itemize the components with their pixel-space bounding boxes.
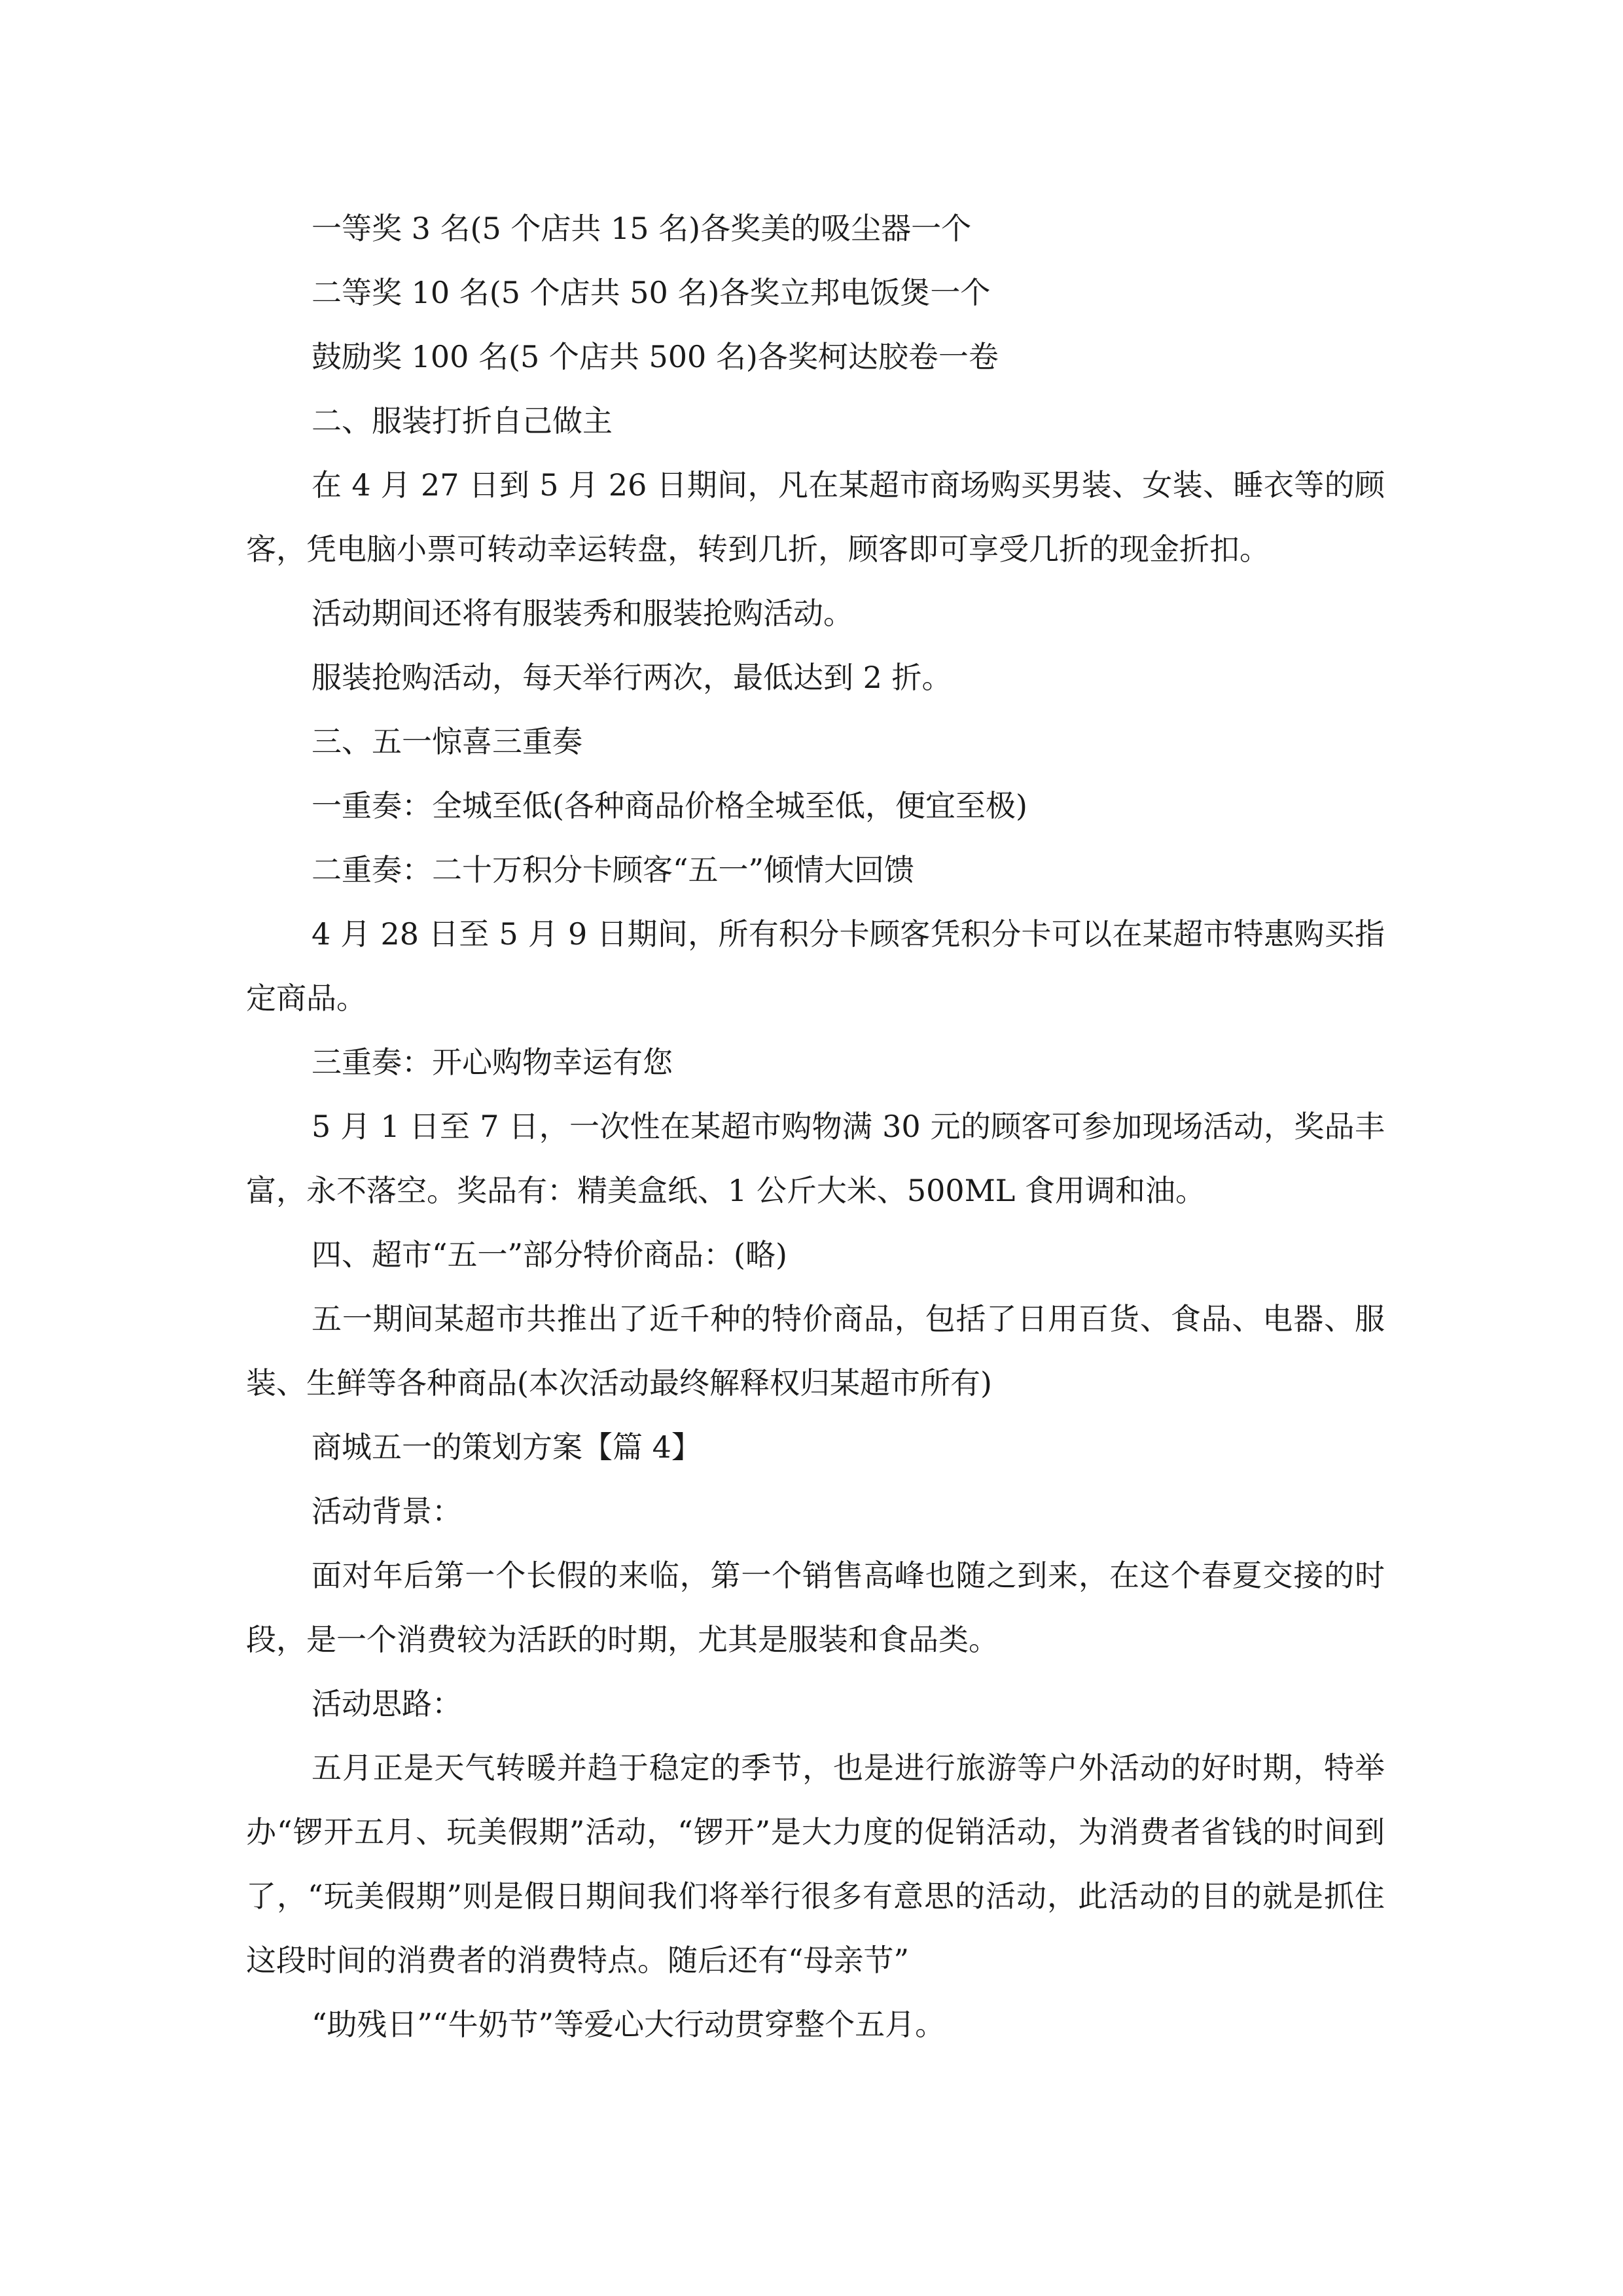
heading-approach: 活动思路：: [312, 1686, 462, 1721]
section-heading-triple-surprise: 三、五一惊喜三重奏: [312, 724, 582, 759]
prize-first: 一等奖 3 名(5 个店共 15 名)各奖美的吸尘器一个: [312, 211, 972, 246]
paragraph-may-events: “助残日”“牛奶节”等爱心大行动贯穿整个五月。: [312, 2007, 946, 2042]
paragraph-second-movement: 二重奏：二十万积分卡顾客“五一”倾情大回馈: [312, 852, 915, 888]
section-heading-clothing-discount: 二、服装打折自己做主: [312, 403, 613, 439]
paragraph-approach: 五月正是天气转暖并趋于稳定的季节，也是进行旅游等户外活动的好时期，特举办“锣开五月、玩美假期”活动，“锣开”是大力度的促销活动，为消费者省钱的时间到了，“玩美假期”则是假日期间我们将举行很多有意思的活动，此活动的目的就是抓住这段时间的消费者的消费特点。随后还有“母亲节”: [246, 1750, 1385, 1978]
paragraph-flash-sale: 服装抢购活动，每天举行两次，最低达到 2 折。: [312, 660, 952, 695]
paragraph-fashion-show: 活动期间还将有服装秀和服装抢购活动。: [312, 596, 853, 631]
paragraph-third-movement: 三重奏：开心购物幸运有您: [312, 1045, 673, 1080]
paragraph-points-card: 4 月 28 日至 5 月 9 日期间，所有积分卡顾客凭积分卡可以在某超市特惠购买指定商品。: [246, 916, 1385, 1016]
heading-background: 活动背景：: [312, 1494, 462, 1529]
prize-encouragement: 鼓励奖 100 名(5 个店共 500 名)各奖柯达胶卷一卷: [312, 339, 999, 374]
prize-second: 二等奖 10 名(5 个店共 50 名)各奖立邦电饭煲一个: [312, 275, 991, 310]
section-heading-special-offers: 四、超市“五一”部分特价商品：(略): [312, 1237, 787, 1272]
paragraph-background: 面对年后第一个长假的来临，第一个销售高峰也随之到来，在这个春夏交接的时段，是一个消费较为活跃的时期，尤其是服装和食品类。: [246, 1558, 1385, 1657]
document-page: [246, 196, 1385, 2056]
paragraph-clothing-discount: 在 4 月 27 日到 5 月 26 日期间，凡在某超市商场购买男装、女装、睡衣等的顾客，凭电脑小票可转动幸运转盘，转到几折，顾客即可享受几折的现金折扣。: [246, 467, 1385, 567]
paragraph-first-movement: 一重奏：全城至低(各种商品价格全城至低，便宜至极): [312, 788, 1027, 823]
article-title-part-4: 商城五一的策划方案【篇 4】: [312, 1429, 702, 1465]
paragraph-special-offers: 五一期间某超市共推出了近千种的特价商品，包括了日用百货、食品、电器、服装、生鲜等各种商品(本次活动最终解释权归某超市所有): [246, 1301, 1385, 1401]
paragraph-onsite-activity: 5 月 1 日至 7 日，一次性在某超市购物满 30 元的顾客可参加现场活动，奖品丰富，永不落空。奖品有：精美盒纸、1 公斤大米、500ML 食用调和油。: [246, 1109, 1385, 1208]
